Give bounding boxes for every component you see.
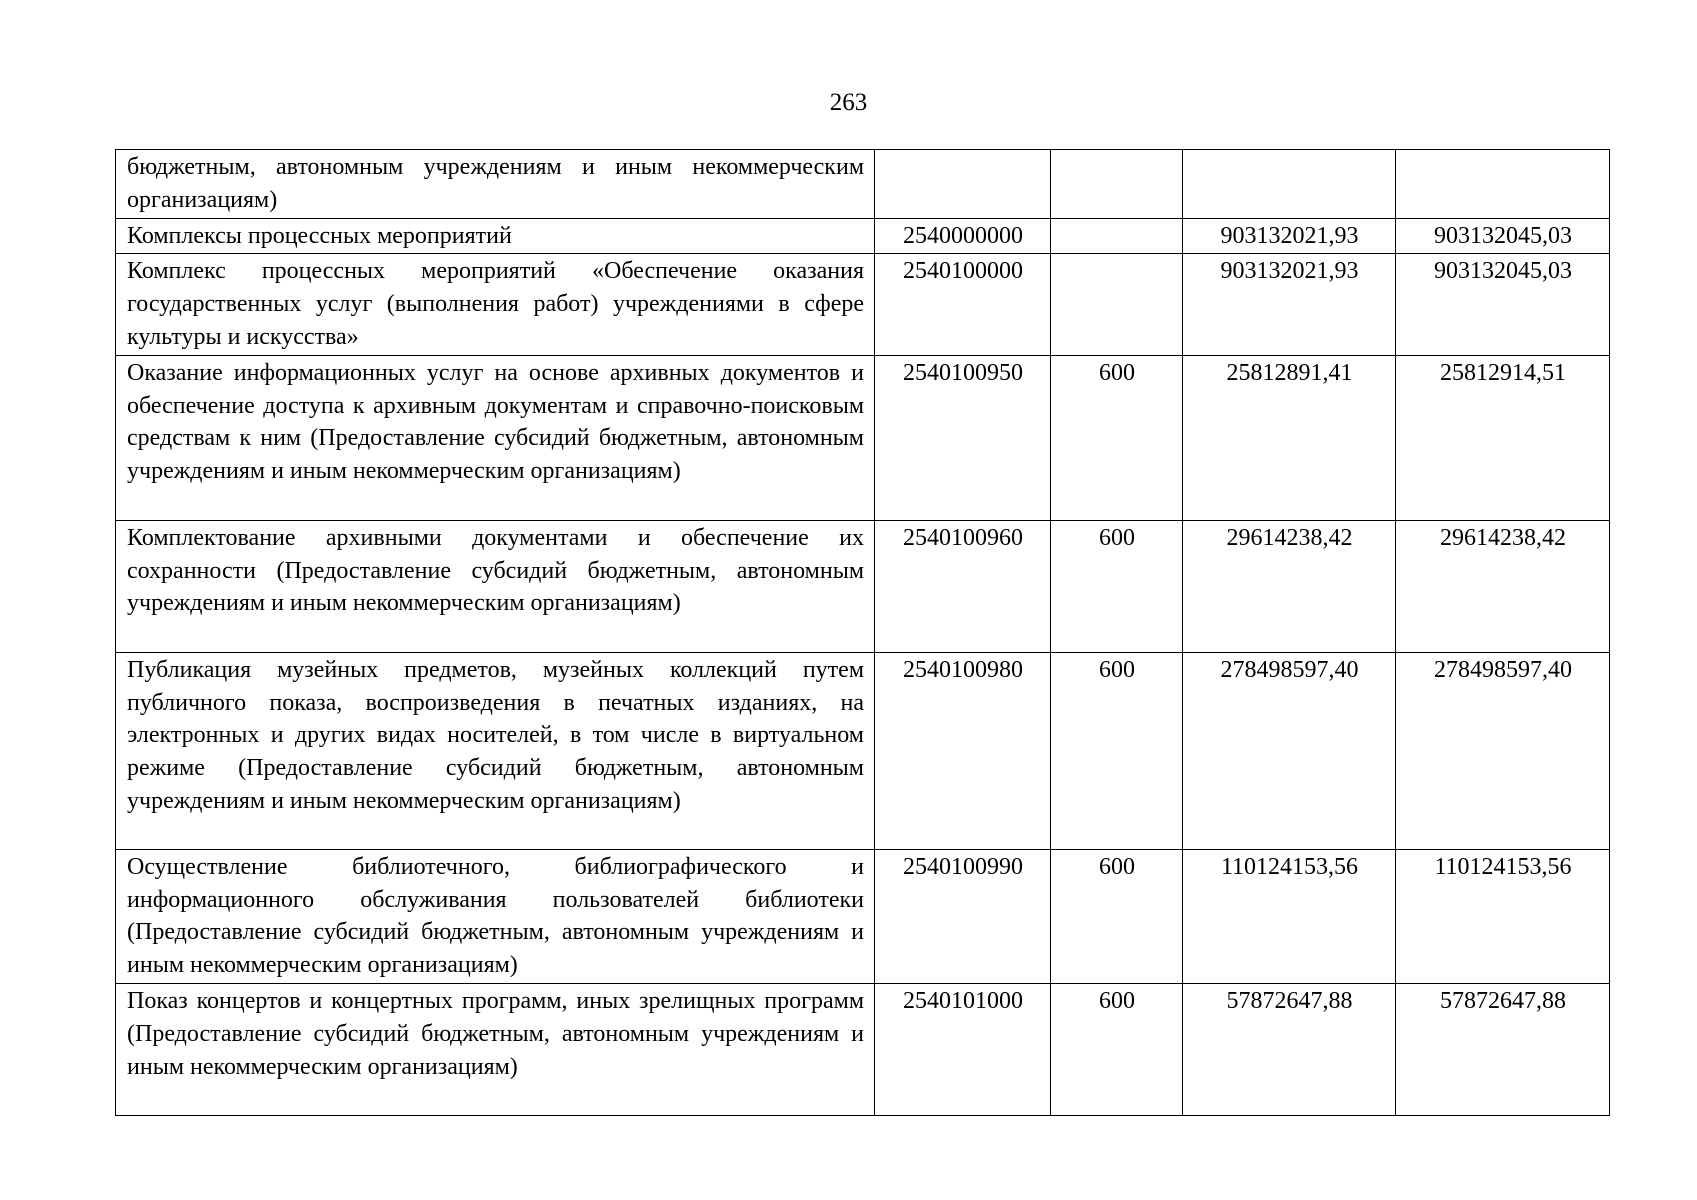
row-amount-2-cell: 29614238,42 <box>1396 520 1610 652</box>
row-amount-1-cell: 57872647,88 <box>1183 983 1396 1115</box>
row-amount-1-cell: 29614238,42 <box>1183 520 1396 652</box>
row-amount-2-cell: 25812914,51 <box>1396 355 1610 520</box>
row-amount-2-cell: 278498597,40 <box>1396 652 1610 849</box>
page-number: 263 <box>829 89 868 116</box>
row-type-cell: 600 <box>1051 520 1183 652</box>
table-row <box>116 254 1610 355</box>
row-amount-2-cell: 57872647,88 <box>1396 983 1610 1115</box>
row-name-cell: Показ концертов и концертных программ, иных зрелищных программ (Предоставление субсидий бюджетным, автономным учреждениям и иным некоммерческим организациям) <box>116 983 875 1115</box>
row-amount-1-cell: 25812891,41 <box>1183 355 1396 520</box>
table-row <box>116 520 1610 652</box>
row-name-cell: Осуществление библиотечного, библиографического и информационного обслуживания пользователей библиотеки (Предоставление субсидий бюджетным, автономным учреждениям и иным некоммерческим организациям) <box>116 849 875 983</box>
row-code-cell: 2540100980 <box>875 652 1051 849</box>
table-row <box>116 150 1610 219</box>
row-code-cell: 2540000000 <box>875 218 1051 254</box>
row-type-cell: 600 <box>1051 652 1183 849</box>
row-type-cell <box>1051 150 1183 219</box>
row-code-cell: 2540100960 <box>875 520 1051 652</box>
budget-table <box>115 149 1610 1116</box>
row-amount-1-cell: 903132021,93 <box>1183 254 1396 355</box>
table-row <box>116 218 1610 254</box>
row-type-cell: 600 <box>1051 983 1183 1115</box>
row-code-cell: 2540100950 <box>875 355 1051 520</box>
row-code-cell: 2540101000 <box>875 983 1051 1115</box>
row-type-cell: 600 <box>1051 849 1183 983</box>
row-code-cell: 2540100990 <box>875 849 1051 983</box>
row-code-cell: 2540100000 <box>875 254 1051 355</box>
table-row <box>116 983 1610 1115</box>
row-amount-2-cell <box>1396 150 1610 219</box>
row-type-cell <box>1051 254 1183 355</box>
row-name-cell: Комплектование архивными документами и обеспечение их сохранности (Предоставление субсидий бюджетным, автономным учреждениям и иным некоммерческим организациям) <box>116 520 875 652</box>
row-amount-2-cell: 903132045,03 <box>1396 254 1610 355</box>
row-name-cell: Комплексы процессных мероприятий <box>116 218 875 254</box>
row-name-cell: Публикация музейных предметов, музейных коллекций путем публичного показа, воспроизведения в печатных изданиях, на электронных и других видах носителей, в том числе в виртуальном режиме (Предоставление субсидий бюджетным, автономным учреждениям и иным некоммерческим организациям) <box>116 652 875 849</box>
row-name-cell: Комплекс процессных мероприятий «Обеспечение оказания государственных услуг (выполнения работ) учреждениями в сфере культуры и искусства» <box>116 254 875 355</box>
row-name-cell: бюджетным, автономным учреждениям и иным некоммерческим организациям) <box>116 150 875 219</box>
row-amount-2-cell: 903132045,03 <box>1396 218 1610 254</box>
row-amount-1-cell <box>1183 150 1396 219</box>
row-amount-1-cell: 278498597,40 <box>1183 652 1396 849</box>
row-type-cell: 600 <box>1051 355 1183 520</box>
row-amount-2-cell: 110124153,56 <box>1396 849 1610 983</box>
table-row <box>116 355 1610 520</box>
table-row <box>116 849 1610 983</box>
row-name-cell: Оказание информационных услуг на основе архивных документов и обеспечение доступа к архивным документам и справочно-поисковым средствам к ним (Предоставление субсидий бюджетным, автономным учреждениям и иным некоммерческим организациям) <box>116 355 875 520</box>
row-amount-1-cell: 903132021,93 <box>1183 218 1396 254</box>
row-code-cell <box>875 150 1051 219</box>
row-amount-1-cell: 110124153,56 <box>1183 849 1396 983</box>
row-type-cell <box>1051 218 1183 254</box>
table-row <box>116 652 1610 849</box>
